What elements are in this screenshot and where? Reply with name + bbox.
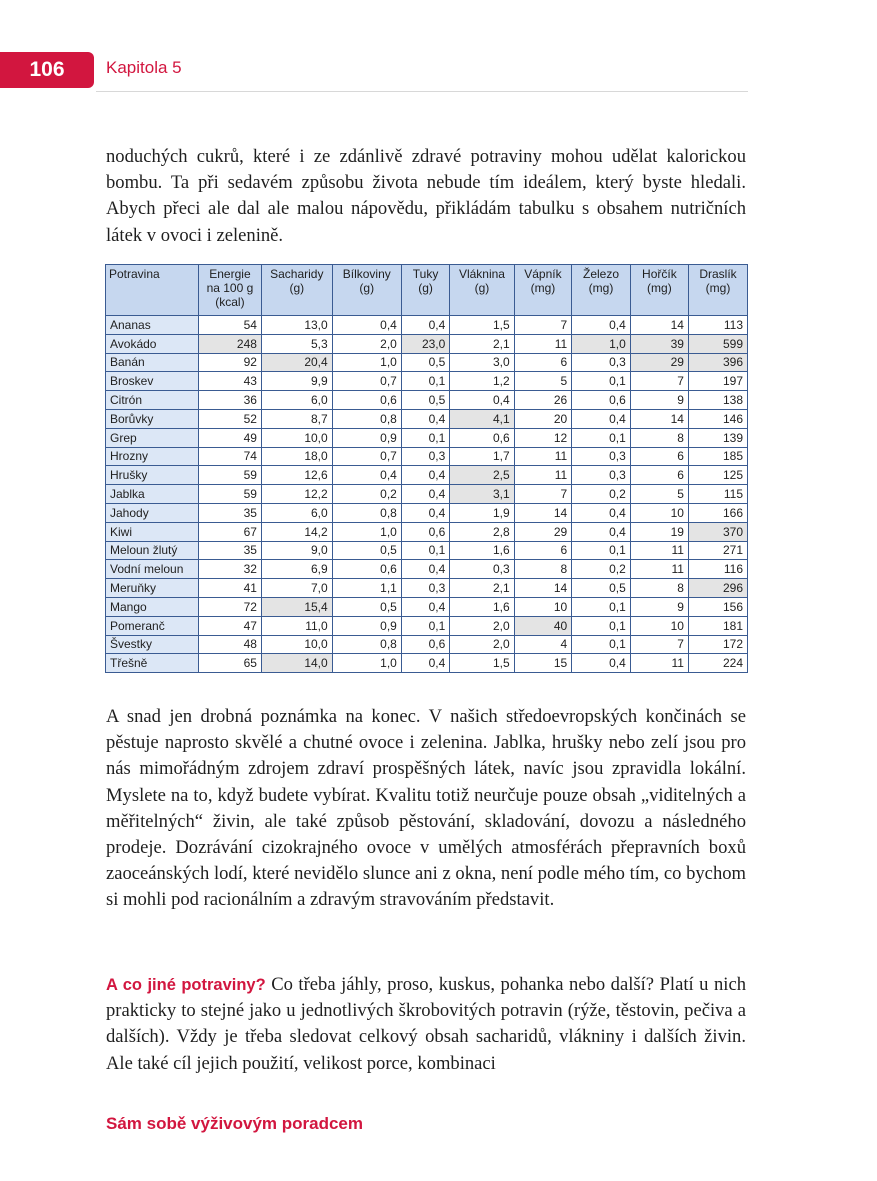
value-cell-energy: 43 <box>198 372 261 391</box>
value-cell-calcium: 5 <box>514 372 572 391</box>
page-number: 106 <box>0 52 94 88</box>
value-cell-protein: 1,0 <box>332 353 401 372</box>
value-cell-fiber: 1,9 <box>450 503 514 522</box>
value-cell-fat: 0,3 <box>401 447 449 466</box>
value-cell-calcium: 14 <box>514 503 572 522</box>
value-cell-carbs: 6,9 <box>261 560 332 579</box>
value-cell-magnesium: 7 <box>630 635 688 654</box>
value-cell-iron: 0,2 <box>572 560 631 579</box>
table-row <box>106 597 748 616</box>
value-cell-fiber: 3,1 <box>450 485 514 504</box>
value-cell-potassium: 271 <box>688 541 747 560</box>
value-cell-iron: 0,1 <box>572 635 631 654</box>
value-cell-magnesium: 7 <box>630 372 688 391</box>
value-cell-protein: 1,1 <box>332 579 401 598</box>
food-name-cell: Meruňky <box>106 579 199 598</box>
value-cell-calcium: 11 <box>514 447 572 466</box>
food-name-cell: Broskev <box>106 372 199 391</box>
value-cell-potassium: 197 <box>688 372 747 391</box>
value-cell-potassium: 599 <box>688 334 747 353</box>
value-cell-carbs: 15,4 <box>261 597 332 616</box>
column-header-carbs: Sacharidy (g) <box>261 265 332 316</box>
value-cell-fat: 0,4 <box>401 654 449 673</box>
value-cell-energy: 54 <box>198 316 261 335</box>
value-cell-potassium: 185 <box>688 447 747 466</box>
table-row <box>106 485 748 504</box>
value-cell-iron: 0,5 <box>572 579 631 598</box>
value-cell-magnesium: 9 <box>630 391 688 410</box>
value-cell-fat: 0,4 <box>401 597 449 616</box>
value-cell-iron: 0,3 <box>572 447 631 466</box>
value-cell-energy: 32 <box>198 560 261 579</box>
value-cell-energy: 92 <box>198 353 261 372</box>
value-cell-iron: 0,1 <box>572 541 631 560</box>
value-cell-calcium: 29 <box>514 522 572 541</box>
table-row <box>106 372 748 391</box>
column-header-magnesium: Hořčík (mg) <box>630 265 688 316</box>
value-cell-protein: 0,8 <box>332 503 401 522</box>
food-name-cell: Mango <box>106 597 199 616</box>
value-cell-fat: 0,4 <box>401 466 449 485</box>
value-cell-carbs: 10,0 <box>261 635 332 654</box>
value-cell-fat: 0,1 <box>401 428 449 447</box>
table-row <box>106 503 748 522</box>
table-row <box>106 560 748 579</box>
food-name-cell: Citrón <box>106 391 199 410</box>
value-cell-energy: 49 <box>198 428 261 447</box>
food-name-cell: Ananas <box>106 316 199 335</box>
value-cell-protein: 0,5 <box>332 541 401 560</box>
value-cell-protein: 0,5 <box>332 597 401 616</box>
table-row <box>106 522 748 541</box>
value-cell-protein: 1,0 <box>332 654 401 673</box>
value-cell-carbs: 10,0 <box>261 428 332 447</box>
value-cell-calcium: 6 <box>514 541 572 560</box>
value-cell-potassium: 224 <box>688 654 747 673</box>
value-cell-iron: 0,4 <box>572 503 631 522</box>
value-cell-iron: 0,4 <box>572 654 631 673</box>
value-cell-calcium: 10 <box>514 597 572 616</box>
value-cell-protein: 0,6 <box>332 391 401 410</box>
value-cell-fat: 0,5 <box>401 353 449 372</box>
value-cell-potassium: 116 <box>688 560 747 579</box>
value-cell-potassium: 370 <box>688 522 747 541</box>
value-cell-fat: 0,1 <box>401 372 449 391</box>
value-cell-energy: 48 <box>198 635 261 654</box>
value-cell-magnesium: 19 <box>630 522 688 541</box>
body-paragraph-note: A snad jen drobná poznámka na konec. V našich středoevropských končinách se pěstuje naprosto skvělé a chutné ovoce i zelenina. Jablka, hrušky nebo zelí jsou pro nás mimořádným zdrojem zdraví prospěšných látek, navíc jsou zpravidla lokální. Myslete na to, když budete vybírat. Kvalitu totiž neurčuje pouze obsah „viditelných a měřitelných“ živin, ale také způsob pěstování, skladování, dovozu a následného prodeje. Dozrávání cizokrajného ovoce v umělých atmosférách přepravních boxů zaoceánských lodí, které nevidělo slunce ani z okna, není podle mého tím, co bychom si mohli pod racionálním a zdravým stravováním představit. <box>106 706 746 911</box>
value-cell-iron: 0,4 <box>572 522 631 541</box>
table-row <box>106 334 748 353</box>
value-cell-fat: 0,6 <box>401 635 449 654</box>
value-cell-protein: 0,7 <box>332 372 401 391</box>
value-cell-calcium: 7 <box>514 485 572 504</box>
value-cell-fiber: 0,6 <box>450 428 514 447</box>
food-name-cell: Kiwi <box>106 522 199 541</box>
value-cell-fiber: 4,1 <box>450 409 514 428</box>
value-cell-magnesium: 8 <box>630 428 688 447</box>
value-cell-carbs: 12,6 <box>261 466 332 485</box>
value-cell-fat: 0,4 <box>401 409 449 428</box>
value-cell-iron: 0,3 <box>572 466 631 485</box>
body-paragraph-intro: noduchých cukrů, které i ze zdánlivě zdravé potraviny mohou udělat kalorickou bombu. Ta při sedavém způsobu života nebude tím ideálem, který byste hledali. Abych přeci ale dal ale malou nápovědu, přikládám tabulku s obsahem nutričních látek v ovoci i zelenině. <box>106 146 746 246</box>
value-cell-magnesium: 11 <box>630 560 688 579</box>
column-header-iron: Železo (mg) <box>572 265 631 316</box>
column-header-calcium: Vápník (mg) <box>514 265 572 316</box>
value-cell-potassium: 181 <box>688 616 747 635</box>
value-cell-fat: 0,5 <box>401 391 449 410</box>
value-cell-magnesium: 14 <box>630 316 688 335</box>
value-cell-fat: 0,3 <box>401 579 449 598</box>
value-cell-fat: 0,6 <box>401 522 449 541</box>
value-cell-calcium: 12 <box>514 428 572 447</box>
column-header-protein: Bílkoviny (g) <box>332 265 401 316</box>
value-cell-fiber: 1,6 <box>450 541 514 560</box>
value-cell-energy: 35 <box>198 503 261 522</box>
value-cell-fiber: 2,0 <box>450 616 514 635</box>
value-cell-magnesium: 9 <box>630 597 688 616</box>
value-cell-calcium: 26 <box>514 391 572 410</box>
value-cell-calcium: 4 <box>514 635 572 654</box>
value-cell-iron: 0,4 <box>572 316 631 335</box>
value-cell-fiber: 1,5 <box>450 316 514 335</box>
food-name-cell: Švestky <box>106 635 199 654</box>
value-cell-energy: 59 <box>198 466 261 485</box>
table-row <box>106 409 748 428</box>
value-cell-magnesium: 6 <box>630 466 688 485</box>
value-cell-protein: 0,4 <box>332 316 401 335</box>
value-cell-protein: 0,9 <box>332 428 401 447</box>
value-cell-carbs: 18,0 <box>261 447 332 466</box>
value-cell-fat: 23,0 <box>401 334 449 353</box>
value-cell-potassium: 139 <box>688 428 747 447</box>
value-cell-protein: 0,9 <box>332 616 401 635</box>
value-cell-calcium: 11 <box>514 334 572 353</box>
value-cell-potassium: 125 <box>688 466 747 485</box>
value-cell-magnesium: 8 <box>630 579 688 598</box>
value-cell-fiber: 1,5 <box>450 654 514 673</box>
value-cell-magnesium: 6 <box>630 447 688 466</box>
value-cell-iron: 0,1 <box>572 616 631 635</box>
value-cell-calcium: 14 <box>514 579 572 598</box>
value-cell-energy: 65 <box>198 654 261 673</box>
value-cell-potassium: 146 <box>688 409 747 428</box>
value-cell-fat: 0,1 <box>401 541 449 560</box>
value-cell-energy: 248 <box>198 334 261 353</box>
value-cell-iron: 0,4 <box>572 409 631 428</box>
table-header-row <box>106 265 748 316</box>
value-cell-energy: 47 <box>198 616 261 635</box>
value-cell-magnesium: 10 <box>630 616 688 635</box>
value-cell-protein: 0,7 <box>332 447 401 466</box>
column-header-potassium: Draslík (mg) <box>688 265 747 316</box>
value-cell-energy: 59 <box>198 485 261 504</box>
table-row <box>106 391 748 410</box>
column-header-fat: Tuky (g) <box>401 265 449 316</box>
value-cell-iron: 1,0 <box>572 334 631 353</box>
food-name-cell: Borůvky <box>106 409 199 428</box>
value-cell-iron: 0,6 <box>572 391 631 410</box>
column-header-food: Potravina <box>106 265 199 316</box>
value-cell-protein: 2,0 <box>332 334 401 353</box>
value-cell-carbs: 13,0 <box>261 316 332 335</box>
food-name-cell: Grep <box>106 428 199 447</box>
value-cell-potassium: 138 <box>688 391 747 410</box>
food-name-cell: Avokádo <box>106 334 199 353</box>
value-cell-magnesium: 14 <box>630 409 688 428</box>
footer-book-title: Sám sobě výživovým poradcem <box>106 1114 364 1133</box>
value-cell-calcium: 8 <box>514 560 572 579</box>
value-cell-carbs: 5,3 <box>261 334 332 353</box>
value-cell-potassium: 113 <box>688 316 747 335</box>
food-name-cell: Vodní meloun <box>106 560 199 579</box>
value-cell-energy: 52 <box>198 409 261 428</box>
value-cell-fat: 0,4 <box>401 503 449 522</box>
value-cell-magnesium: 10 <box>630 503 688 522</box>
food-name-cell: Pomeranč <box>106 616 199 635</box>
value-cell-carbs: 9,0 <box>261 541 332 560</box>
table-row <box>106 353 748 372</box>
food-name-cell: Banán <box>106 353 199 372</box>
value-cell-carbs: 20,4 <box>261 353 332 372</box>
value-cell-calcium: 20 <box>514 409 572 428</box>
table-row <box>106 428 748 447</box>
value-cell-fiber: 1,2 <box>450 372 514 391</box>
value-cell-energy: 41 <box>198 579 261 598</box>
table-row <box>106 635 748 654</box>
value-cell-potassium: 166 <box>688 503 747 522</box>
food-name-cell: Meloun žlutý <box>106 541 199 560</box>
value-cell-protein: 0,2 <box>332 485 401 504</box>
food-name-cell: Hrušky <box>106 466 199 485</box>
value-cell-carbs: 6,0 <box>261 503 332 522</box>
value-cell-calcium: 15 <box>514 654 572 673</box>
value-cell-protein: 0,6 <box>332 560 401 579</box>
value-cell-energy: 74 <box>198 447 261 466</box>
value-cell-carbs: 12,2 <box>261 485 332 504</box>
value-cell-calcium: 6 <box>514 353 572 372</box>
value-cell-calcium: 40 <box>514 616 572 635</box>
value-cell-energy: 36 <box>198 391 261 410</box>
value-cell-iron: 0,1 <box>572 428 631 447</box>
value-cell-carbs: 14,0 <box>261 654 332 673</box>
body-paragraph-other-foods <box>106 972 746 1077</box>
table-body <box>106 316 748 673</box>
value-cell-fiber: 0,3 <box>450 560 514 579</box>
table-row <box>106 579 748 598</box>
value-cell-carbs: 9,9 <box>261 372 332 391</box>
value-cell-carbs: 6,0 <box>261 391 332 410</box>
value-cell-protein: 0,4 <box>332 466 401 485</box>
value-cell-protein: 0,8 <box>332 635 401 654</box>
value-cell-magnesium: 5 <box>630 485 688 504</box>
value-cell-calcium: 11 <box>514 466 572 485</box>
value-cell-energy: 72 <box>198 597 261 616</box>
value-cell-potassium: 396 <box>688 353 747 372</box>
table-row <box>106 447 748 466</box>
value-cell-calcium: 7 <box>514 316 572 335</box>
value-cell-fat: 0,4 <box>401 485 449 504</box>
value-cell-iron: 0,1 <box>572 597 631 616</box>
value-cell-energy: 67 <box>198 522 261 541</box>
value-cell-potassium: 172 <box>688 635 747 654</box>
food-name-cell: Hrozny <box>106 447 199 466</box>
table-row <box>106 466 748 485</box>
table-row <box>106 654 748 673</box>
value-cell-fiber: 2,5 <box>450 466 514 485</box>
value-cell-magnesium: 11 <box>630 654 688 673</box>
value-cell-magnesium: 11 <box>630 541 688 560</box>
value-cell-magnesium: 29 <box>630 353 688 372</box>
value-cell-protein: 1,0 <box>332 522 401 541</box>
value-cell-protein: 0,8 <box>332 409 401 428</box>
paragraph-text: Co třeba jáhly, proso, kuskus, pohanka nebo další? Platí u nich prakticky to stejné jako u jednotlivých škrobovitých potravin (rýže, těstovin, pečiva a dalších). Vždy je třeba sledovat celkový obsah sacharidů, vlákniny i dalších živin. Ale také cíl jejich použití, velikost porce, kombinaci <box>106 974 746 1074</box>
food-name-cell: Jablka <box>106 485 199 504</box>
value-cell-iron: 0,3 <box>572 353 631 372</box>
value-cell-carbs: 7,0 <box>261 579 332 598</box>
column-header-energy: Energie na 100 g (kcal) <box>198 265 261 316</box>
value-cell-fat: 0,4 <box>401 560 449 579</box>
table-row <box>106 316 748 335</box>
value-cell-fat: 0,4 <box>401 316 449 335</box>
value-cell-fiber: 3,0 <box>450 353 514 372</box>
value-cell-iron: 0,1 <box>572 372 631 391</box>
value-cell-energy: 35 <box>198 541 261 560</box>
value-cell-carbs: 8,7 <box>261 409 332 428</box>
table-row <box>106 616 748 635</box>
value-cell-potassium: 156 <box>688 597 747 616</box>
value-cell-magnesium: 39 <box>630 334 688 353</box>
value-cell-potassium: 296 <box>688 579 747 598</box>
value-cell-fat: 0,1 <box>401 616 449 635</box>
food-name-cell: Třešně <box>106 654 199 673</box>
value-cell-potassium: 115 <box>688 485 747 504</box>
value-cell-fiber: 1,6 <box>450 597 514 616</box>
column-header-fiber: Vláknina (g) <box>450 265 514 316</box>
value-cell-fiber: 2,1 <box>450 334 514 353</box>
value-cell-fiber: 2,8 <box>450 522 514 541</box>
value-cell-fiber: 0,4 <box>450 391 514 410</box>
value-cell-carbs: 14,2 <box>261 522 332 541</box>
paragraph-lead-heading: A co jiné potraviny? <box>106 976 266 994</box>
value-cell-fiber: 2,0 <box>450 635 514 654</box>
value-cell-fiber: 2,1 <box>450 579 514 598</box>
table-row <box>106 541 748 560</box>
header-divider <box>96 91 748 92</box>
nutrition-table <box>105 264 748 673</box>
value-cell-carbs: 11,0 <box>261 616 332 635</box>
value-cell-fiber: 1,7 <box>450 447 514 466</box>
chapter-title: Kapitola 5 <box>106 58 182 77</box>
value-cell-iron: 0,2 <box>572 485 631 504</box>
food-name-cell: Jahody <box>106 503 199 522</box>
